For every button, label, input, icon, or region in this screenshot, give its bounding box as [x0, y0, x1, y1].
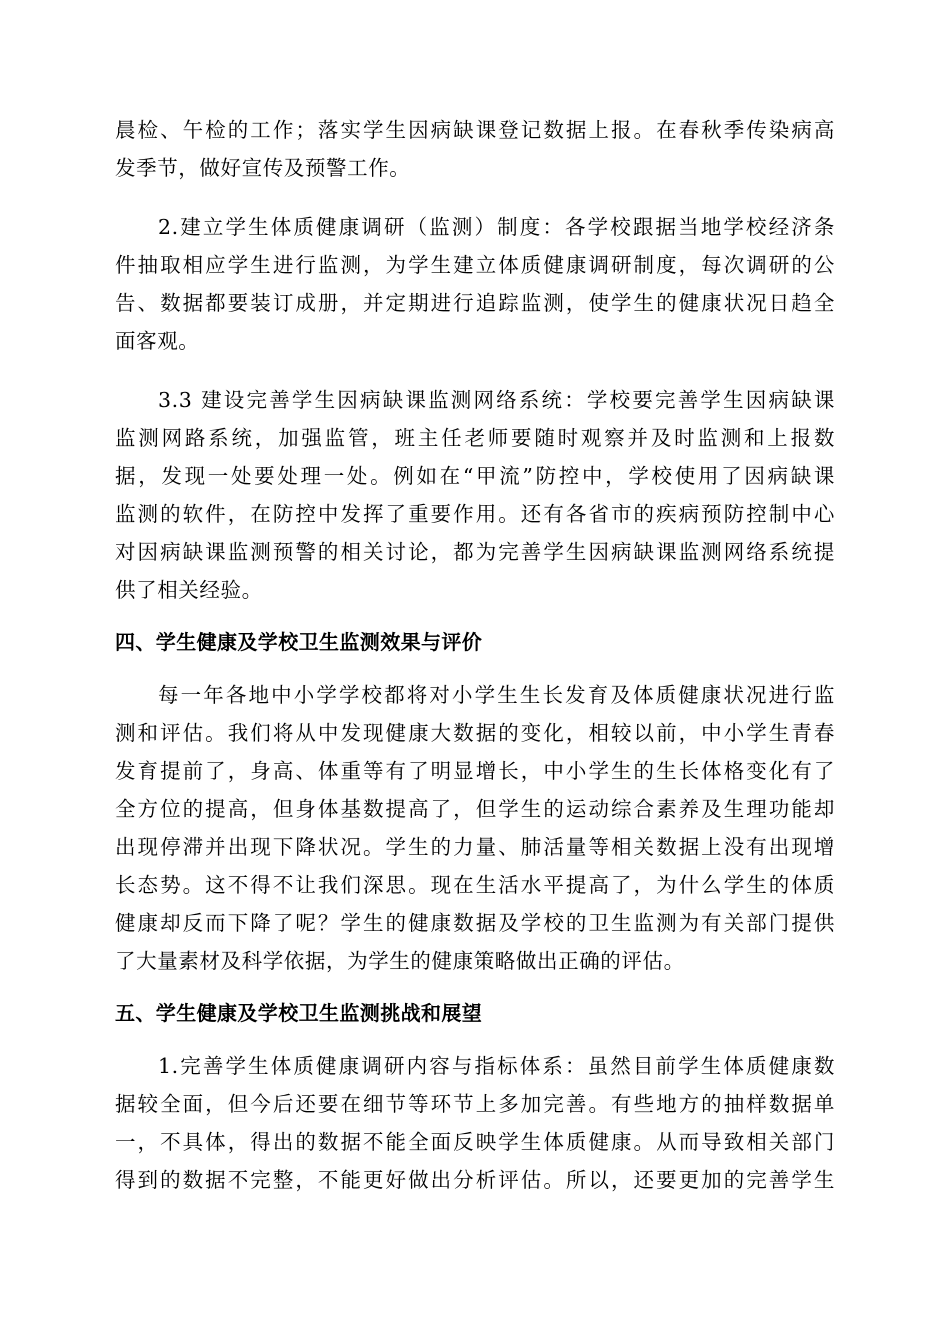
- paragraph-line: 了大量素材及科学依据，为学生的健康策略做出正确的评估。: [115, 949, 685, 973]
- paragraph-line: 每一年各地中小学学校都将对小学生生长发育及体质健康状况进行监: [158, 683, 835, 707]
- paragraph-line: 对因病缺课监测预警的相关讨论，都为完善学生因病缺课监测网络系统提: [115, 540, 835, 564]
- section-heading: 四、学生健康及学校卫生监测效果与评价: [115, 630, 483, 654]
- paragraph-line: 测和评估。我们将从中发现健康大数据的变化，相较以前，中小学生青春: [115, 721, 835, 745]
- paragraph-line: 得到的数据不完整，不能更好做出分析评估。所以，还要更加的完善学生: [115, 1168, 835, 1192]
- paragraph-line: 发季节，做好宣传及预警工作。: [115, 156, 411, 180]
- paragraph-line: 健康却反而下降了呢？学生的健康数据及学校的卫生监测为有关部门提供: [115, 911, 835, 935]
- paragraph-line: 长态势。这不得不让我们深思。现在生活水平提高了，为什么学生的体质: [115, 873, 835, 897]
- paragraph-line: 据较全面，但今后还要在细节等环节上多加完善。有些地方的抽样数据单: [115, 1092, 835, 1116]
- paragraph-line: 出现停滞并出现下降状况。学生的力量、肺活量等相关数据上没有出现增: [115, 835, 835, 859]
- section-heading: 五、学生健康及学校卫生监测挑战和展望: [115, 1001, 483, 1025]
- paragraph-line: 面客观。: [115, 329, 200, 353]
- paragraph-line: 监测的软件，在防控中发挥了重要作用。还有各省市的疾病预防控制中心: [115, 502, 835, 526]
- paragraph-line: 1.完善学生体质健康调研内容与指标体系：虽然目前学生体质健康数: [158, 1054, 835, 1078]
- paragraph-line: 告、数据都要装订成册，并定期进行追踪监测，使学生的健康状况日趋全: [115, 291, 835, 315]
- paragraph-line: 件抽取相应学生进行监测，为学生建立体质健康调研制度，每次调研的公: [115, 253, 835, 277]
- paragraph-line: 发育提前了，身高、体重等有了明显增长，中小学生的生长体格变化有了: [115, 759, 835, 783]
- paragraph-line: 据，发现一处要处理一处。例如在“甲流”防控中，学校使用了因病缺课: [115, 464, 835, 488]
- paragraph-line: 监测网路系统，加强监管，班主任老师要随时观察并及时监测和上报数: [115, 426, 835, 450]
- paragraph-line: 2.建立学生体质健康调研（监测）制度：各学校跟据当地学校经济条: [158, 215, 835, 239]
- paragraph-line: 供了相关经验。: [115, 578, 263, 602]
- paragraph-line: 3.3 建设完善学生因病缺课监测网络系统：学校要完善学生因病缺课: [158, 388, 835, 412]
- paragraph-line: 一，不具体，得出的数据不能全面反映学生体质健康。从而导致相关部门: [115, 1130, 835, 1154]
- paragraph-line: 晨检、午检的工作；落实学生因病缺课登记数据上报。在春秋季传染病高: [115, 118, 835, 142]
- paragraph-line: 全方位的提高，但身体基数提高了，但学生的运动综合素养及生理功能却: [115, 797, 835, 821]
